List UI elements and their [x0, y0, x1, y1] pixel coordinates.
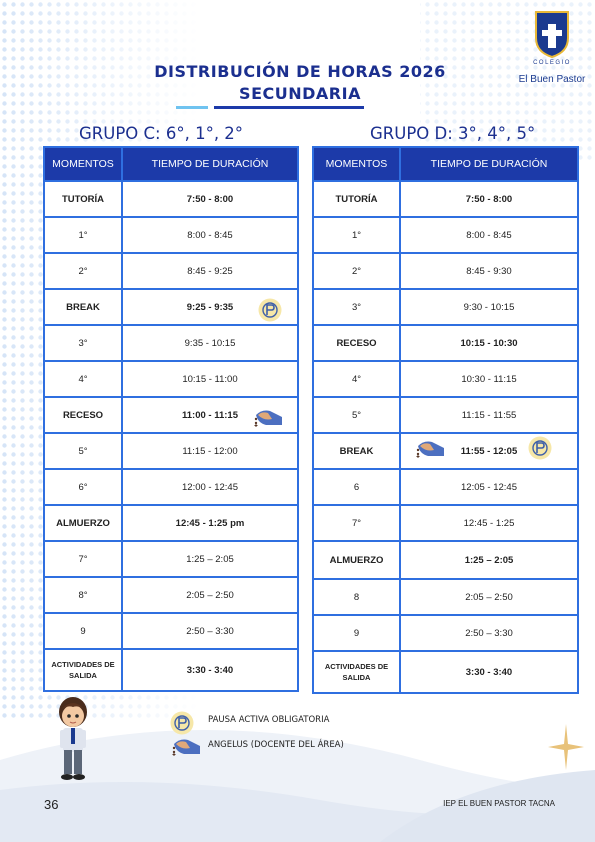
moment-cell: 3°	[313, 289, 400, 325]
duration-cell: 7:50 - 8:00	[122, 181, 298, 217]
table-row	[44, 433, 298, 469]
rosary-hands-icon	[414, 436, 448, 458]
sparkle-decoration	[548, 724, 584, 770]
table-row	[313, 615, 578, 651]
moment-cell: 6	[313, 469, 400, 505]
moment-cell: 2°	[44, 253, 122, 289]
duration-cell: 10:15 - 11:00	[122, 361, 298, 397]
shield-icon	[534, 10, 570, 58]
title-underline	[176, 106, 208, 109]
duration-cell: 2:05 – 2:50	[122, 577, 298, 613]
table-row	[44, 361, 298, 397]
duration-cell: 11:00 - 11:15	[122, 397, 298, 433]
duration-cell: 3:30 - 3:40	[400, 651, 578, 693]
moment-cell: 6°	[44, 469, 122, 505]
student-illustration	[52, 694, 94, 782]
school-name: El Buen Pastor	[518, 74, 586, 85]
duration-cell: 10:30 - 11:15	[400, 361, 578, 397]
column-header: TIEMPO DE DURACIÓN	[122, 147, 298, 181]
duration-cell: 12:00 - 12:45	[122, 469, 298, 505]
moment-cell: 5°	[44, 433, 122, 469]
duration-cell: 9:25 - 9:35	[122, 289, 298, 325]
moment-cell: ALMUERZO	[44, 505, 122, 541]
duration-cell: 10:15 - 10:30	[400, 325, 578, 361]
rosary-hands-icon	[170, 734, 204, 756]
table-row	[313, 253, 578, 289]
pause-icon	[170, 711, 194, 735]
moment-cell: RECESO	[313, 325, 400, 361]
pause-icon	[528, 436, 552, 460]
moment-cell: TUTORÍA	[44, 181, 122, 217]
table-row	[313, 651, 578, 693]
logo-caption: COLEGIO	[533, 60, 571, 66]
table-row	[44, 253, 298, 289]
duration-cell: 2:05 – 2:50	[400, 579, 578, 615]
duration-cell: 1:25 – 2:05	[400, 541, 578, 579]
group-c-title: GRUPO C: 6°, 1°, 2°	[79, 124, 244, 143]
table-row	[313, 541, 578, 579]
moment-cell: ACTIVIDADES DE SALIDA	[44, 649, 122, 691]
school-logo	[518, 10, 586, 90]
column-header: MOMENTOS	[44, 147, 122, 181]
table-row	[44, 181, 298, 217]
table-row	[44, 649, 298, 691]
duration-cell: 8:45 - 9:30	[400, 253, 578, 289]
duration-cell: 8:45 - 9:25	[122, 253, 298, 289]
moment-cell: 1°	[313, 217, 400, 253]
table-row	[313, 505, 578, 541]
moment-cell: RECESO	[44, 397, 122, 433]
table-row	[44, 325, 298, 361]
duration-cell: 8:00 - 8:45	[400, 217, 578, 253]
moment-cell: TUTORÍA	[313, 181, 400, 217]
moment-cell: 7°	[313, 505, 400, 541]
moment-cell: 4°	[44, 361, 122, 397]
moment-cell: 1°	[44, 217, 122, 253]
legend-pause: PAUSA ACTIVA OBLIGATORIA	[208, 715, 330, 725]
table-row	[313, 325, 578, 361]
duration-cell: 1:25 – 2:05	[122, 541, 298, 577]
duration-cell: 11:15 - 12:00	[122, 433, 298, 469]
moment-cell: 8	[313, 579, 400, 615]
table-row	[313, 469, 578, 505]
duration-cell: 12:45 - 1:25	[400, 505, 578, 541]
table-row	[313, 181, 578, 217]
page-number: 36	[44, 797, 59, 812]
duration-cell: 9:30 - 10:15	[400, 289, 578, 325]
table-row	[44, 541, 298, 577]
table-row	[313, 217, 578, 253]
table-row	[313, 579, 578, 615]
moment-cell: ACTIVIDADES DE SALIDA	[313, 651, 400, 693]
table-row	[313, 361, 578, 397]
duration-cell: 11:55 - 12:05	[400, 433, 578, 469]
footer-school: IEP EL BUEN PASTOR TACNA	[443, 799, 555, 808]
pause-icon	[258, 298, 282, 322]
table-row	[44, 505, 298, 541]
duration-cell: 11:15 - 11:55	[400, 397, 578, 433]
group-d-table	[312, 146, 579, 694]
duration-cell: 8:00 - 8:45	[122, 217, 298, 253]
page-title: DISTRIBUCIÓN DE HORAS 2026	[154, 62, 446, 81]
moment-cell: ALMUERZO	[313, 541, 400, 579]
moment-cell: 8°	[44, 577, 122, 613]
table-row	[313, 289, 578, 325]
duration-cell: 2:50 – 3:30	[122, 613, 298, 649]
moment-cell: 2°	[313, 253, 400, 289]
page-subtitle: SECUNDARIA	[239, 84, 361, 103]
group-d-title: GRUPO D: 3°, 4°, 5°	[370, 124, 536, 143]
duration-cell: 9:35 - 10:15	[122, 325, 298, 361]
moment-cell: 5°	[313, 397, 400, 433]
moment-cell: 4°	[313, 361, 400, 397]
duration-cell: 2:50 – 3:30	[400, 615, 578, 651]
moment-cell: 7°	[44, 541, 122, 577]
moment-cell: BREAK	[44, 289, 122, 325]
legend-angelus: ANGELUS (DOCENTE DEL ÁREA)	[208, 740, 344, 750]
duration-cell: 12:45 - 1:25 pm	[122, 505, 298, 541]
moment-cell: 9	[44, 613, 122, 649]
table-row	[44, 217, 298, 253]
table-row	[313, 397, 578, 433]
table-row	[44, 613, 298, 649]
column-header: MOMENTOS	[313, 147, 400, 181]
column-header: TIEMPO DE DURACIÓN	[400, 147, 578, 181]
table-row	[44, 577, 298, 613]
rosary-hands-icon	[252, 405, 286, 427]
moment-cell: 3°	[44, 325, 122, 361]
table-row	[44, 469, 298, 505]
title-underline	[214, 106, 364, 109]
duration-cell: 7:50 - 8:00	[400, 181, 578, 217]
duration-cell: 3:30 - 3:40	[122, 649, 298, 691]
moment-cell: 9	[313, 615, 400, 651]
moment-cell: BREAK	[313, 433, 400, 469]
duration-cell: 12:05 - 12:45	[400, 469, 578, 505]
